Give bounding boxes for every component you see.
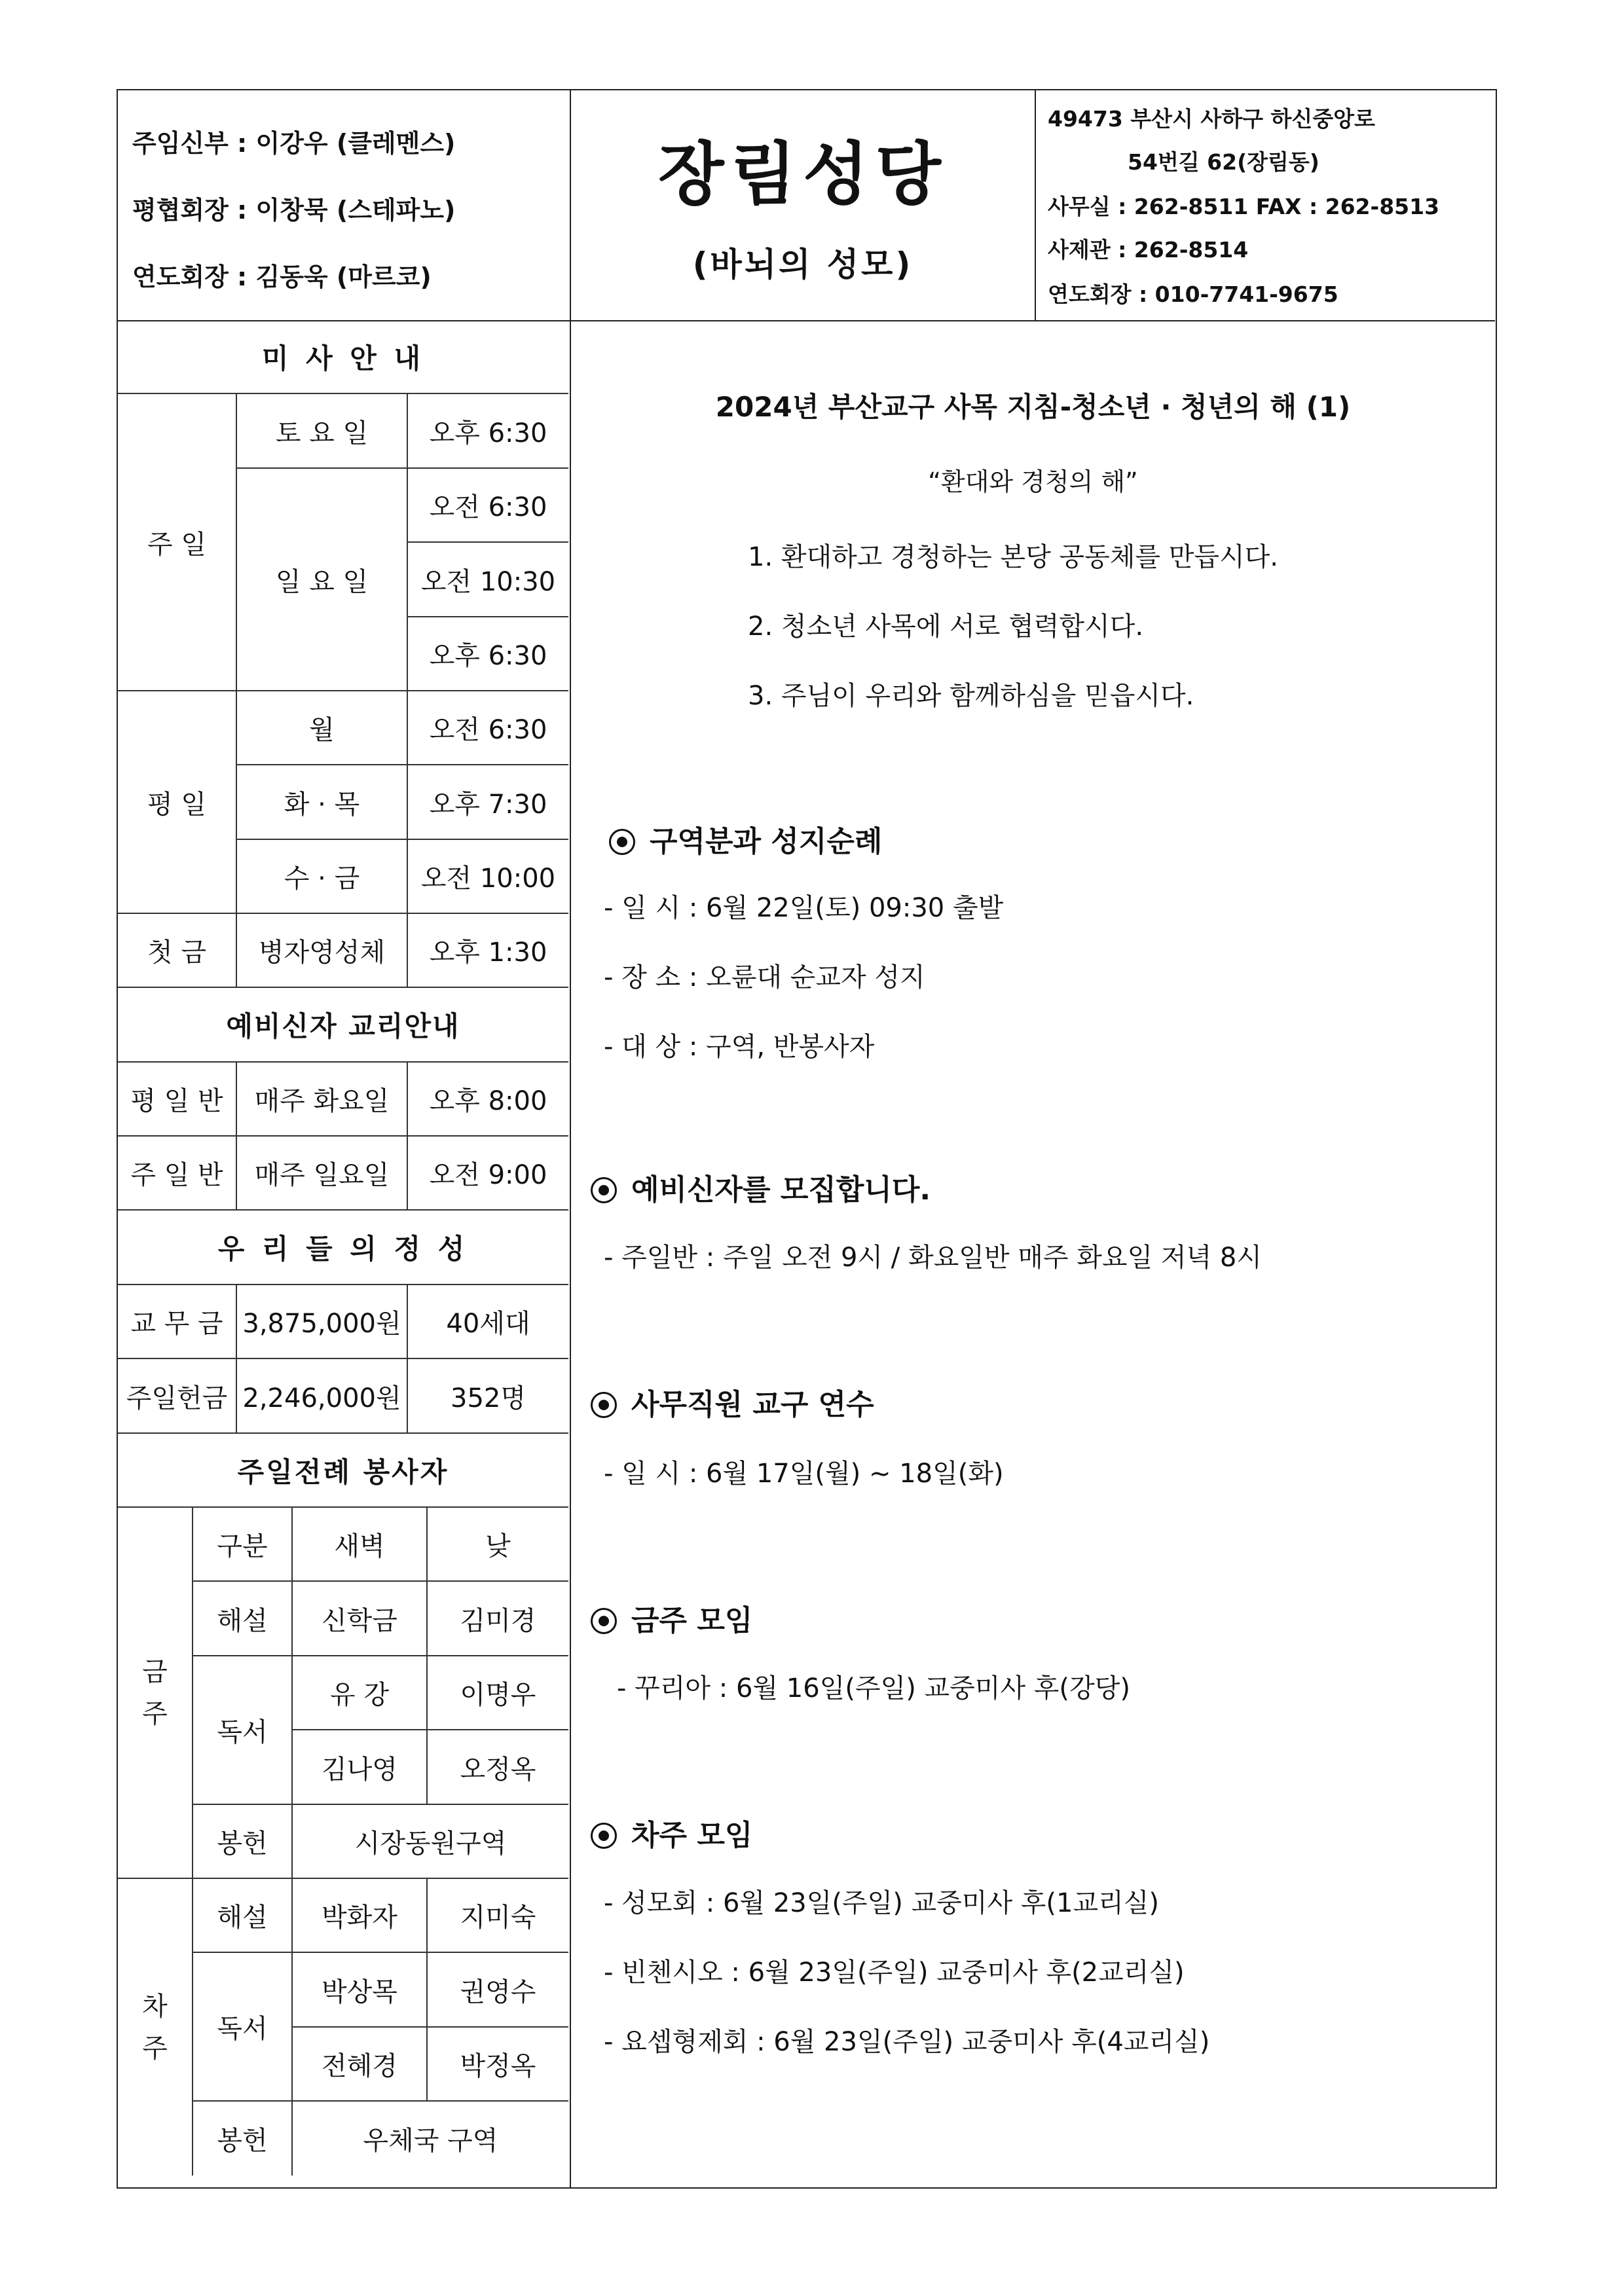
section-title: 사무직원 교구 연수 [631, 1388, 874, 1421]
col-day-header: 낮 [428, 1508, 568, 1582]
offering-count: 352명 [408, 1359, 568, 1434]
server-name: 김미경 [428, 1582, 568, 1656]
section-title: 예비신자를 모집합니다. [631, 1173, 931, 1207]
offering-server-label: 봉헌 [193, 2102, 293, 2176]
header-contact [1036, 90, 1495, 320]
weekday-label: 평 일 [118, 691, 237, 914]
server-name: 신학금 [293, 1582, 428, 1656]
catechumen-label: 평 일 반 [118, 1063, 237, 1137]
section-heading [591, 1381, 874, 1423]
section-title: 금주 모임 [631, 1604, 753, 1637]
circle-bullet-icon [609, 829, 635, 855]
church-name: 장림성당 [658, 134, 948, 214]
first-friday-time: 오후 1:30 [408, 914, 568, 988]
server-name: 김나영 [293, 1730, 428, 1805]
circle-bullet-icon [591, 1823, 617, 1849]
section-title: 차주 모임 [631, 1819, 753, 1852]
church-patron: (바뇌의 성모) [692, 246, 913, 283]
guideline-title: 2024년 부산교구 사목 지침-청소년 · 청년의 해 (1) [715, 391, 1351, 423]
guideline-item: 1. 환대하고 경청하는 본당 공동체를 만듭시다. [748, 542, 1278, 572]
next-week-label-text [142, 1986, 168, 2069]
catechumen-title: 예비신자 교리안내 [118, 988, 568, 1063]
offering-amount: 3,875,000원 [237, 1285, 408, 1359]
server-name: 지미숙 [428, 1879, 568, 1953]
header-staff [118, 90, 571, 320]
section-line: - 요셉형제회 : 6월 23일(주일) 교중미사 후(4교리실) [604, 2027, 1210, 2057]
mass-title: 미 사 안 내 [118, 320, 568, 394]
guideline-item: 2. 청소년 사목에 서로 협력합시다. [748, 611, 1144, 642]
sunday-time: 오후 6:30 [408, 617, 568, 691]
announcements [571, 320, 1495, 2188]
server-name: 권영수 [428, 1953, 568, 2028]
section-line: - 꾸리아 : 6월 16일(주일) 교중미사 후(강당) [617, 1673, 1130, 1704]
section-heading [609, 818, 882, 860]
section-heading [591, 1166, 931, 1208]
commentary-label: 해설 [193, 1582, 293, 1656]
this-week-label-text [142, 1651, 168, 1735]
council-president-line: 평협회장 : 이창묵 (스테파노) [132, 196, 456, 225]
sunday-label: 주 일 [118, 394, 237, 691]
server-name: 유 강 [293, 1656, 428, 1730]
rectory-phone: 사제관 : 262-8514 [1048, 237, 1249, 263]
server-name: 전혜경 [293, 2028, 428, 2102]
guideline-quote: “환대와 경청의 해” [928, 467, 1138, 496]
reading-label: 독서 [193, 1656, 293, 1805]
catechumen-day: 매주 일요일 [237, 1137, 408, 1211]
offering-title: 우 리 들 의 정 성 [118, 1211, 568, 1285]
address-line-2: 54번길 62(장림동) [1128, 149, 1320, 175]
offering-amount: 2,246,000원 [237, 1359, 408, 1434]
next-week-label [118, 1879, 193, 2176]
offering-label: 주일헌금 [118, 1359, 237, 1434]
weekday-day: 월 [237, 691, 408, 765]
section-line: - 성모회 : 6월 23일(주일) 교중미사 후(1교리실) [604, 1888, 1160, 1918]
regional-president-line: 연도회장 : 김동욱 (마르코) [132, 263, 432, 291]
server-name: 박정옥 [428, 2028, 568, 2102]
bulletin-frame [117, 89, 1497, 2189]
sunday-time: 오전 10:30 [408, 543, 568, 617]
offering-server: 우체국 구역 [363, 2126, 498, 2156]
section-line: - 빈첸시오 : 6월 23일(주일) 교중미사 후(2교리실) [604, 1958, 1185, 1988]
server-name: 박상목 [293, 1953, 428, 2028]
guideline-item: 3. 주님이 우리와 함께하심을 믿읍시다. [748, 681, 1194, 711]
header-title-block [571, 90, 1036, 320]
this-week-label [118, 1508, 193, 1879]
office-phone: 사무실 : 262-8511 FAX : 262-8513 [1048, 194, 1440, 219]
offering-label: 교 무 금 [118, 1285, 237, 1359]
sunday-time: 오전 6:30 [408, 469, 568, 543]
servers-title: 주일전례 봉사자 [118, 1434, 568, 1508]
server-name: 박화자 [293, 1879, 428, 1953]
circle-bullet-icon [591, 1392, 617, 1418]
section-line: - 대 상 : 구역, 반봉사자 [604, 1032, 875, 1062]
col-dawn-header: 새벽 [293, 1508, 428, 1582]
address-line-1: 49473 부산시 사하구 하신중앙로 [1048, 106, 1375, 132]
catechumen-time: 오후 8:00 [408, 1063, 568, 1137]
section-heading [591, 1597, 752, 1639]
vertical-label-char: 주 [142, 1698, 168, 1729]
vertical-label-char: 차 [142, 1991, 168, 2022]
offering-server-label: 봉헌 [193, 1805, 293, 1879]
section-heading [591, 1812, 752, 1853]
commentary-label: 해설 [193, 1879, 293, 1953]
pastor-line: 주임신부 : 이강우 (클레멘스) [132, 129, 456, 158]
weekday-time: 오전 6:30 [408, 691, 568, 765]
saturday-time: 오후 6:30 [408, 394, 568, 469]
weekday-time: 오전 10:00 [408, 840, 568, 914]
header [118, 90, 1495, 321]
first-friday-label: 첫 금 [118, 914, 237, 988]
section-line: - 주일반 : 주일 오전 9시 / 화요일반 매주 화요일 저녁 8시 [604, 1243, 1262, 1273]
sunday-day: 일 요 일 [237, 469, 408, 691]
section-line: - 일 시 : 6월 22일(토) 09:30 출발 [604, 893, 1004, 923]
section-line: - 일 시 : 6월 17일(월) ~ 18일(화) [604, 1459, 1004, 1489]
catechumen-day: 매주 화요일 [237, 1063, 408, 1137]
col-type-header: 구분 [193, 1508, 293, 1582]
info-table [118, 320, 571, 2188]
section-line: - 장 소 : 오륜대 순교자 성지 [604, 962, 925, 993]
weekday-day: 수 · 금 [237, 840, 408, 914]
server-name: 오정옥 [428, 1730, 568, 1805]
reading-label: 독서 [193, 1953, 293, 2102]
regional-phone: 연도회장 : 010-7741-9675 [1048, 282, 1338, 307]
vertical-label-char: 금 [142, 1656, 168, 1687]
server-name: 이명우 [428, 1656, 568, 1730]
catechumen-time: 오전 9:00 [408, 1137, 568, 1211]
weekday-time: 오후 7:30 [408, 765, 568, 840]
circle-bullet-icon [591, 1177, 617, 1203]
section-title: 구역분과 성지순례 [650, 825, 883, 858]
offering-server: 시장동원구역 [293, 1805, 568, 1879]
weekday-day: 화 · 목 [237, 765, 408, 840]
catechumen-label: 주 일 반 [118, 1137, 237, 1211]
offering-count: 40세대 [408, 1285, 568, 1359]
first-friday-day: 병자영성체 [237, 914, 408, 988]
saturday-day: 토 요 일 [237, 394, 408, 469]
vertical-label-char: 주 [142, 2033, 168, 2064]
circle-bullet-icon [591, 1608, 617, 1634]
